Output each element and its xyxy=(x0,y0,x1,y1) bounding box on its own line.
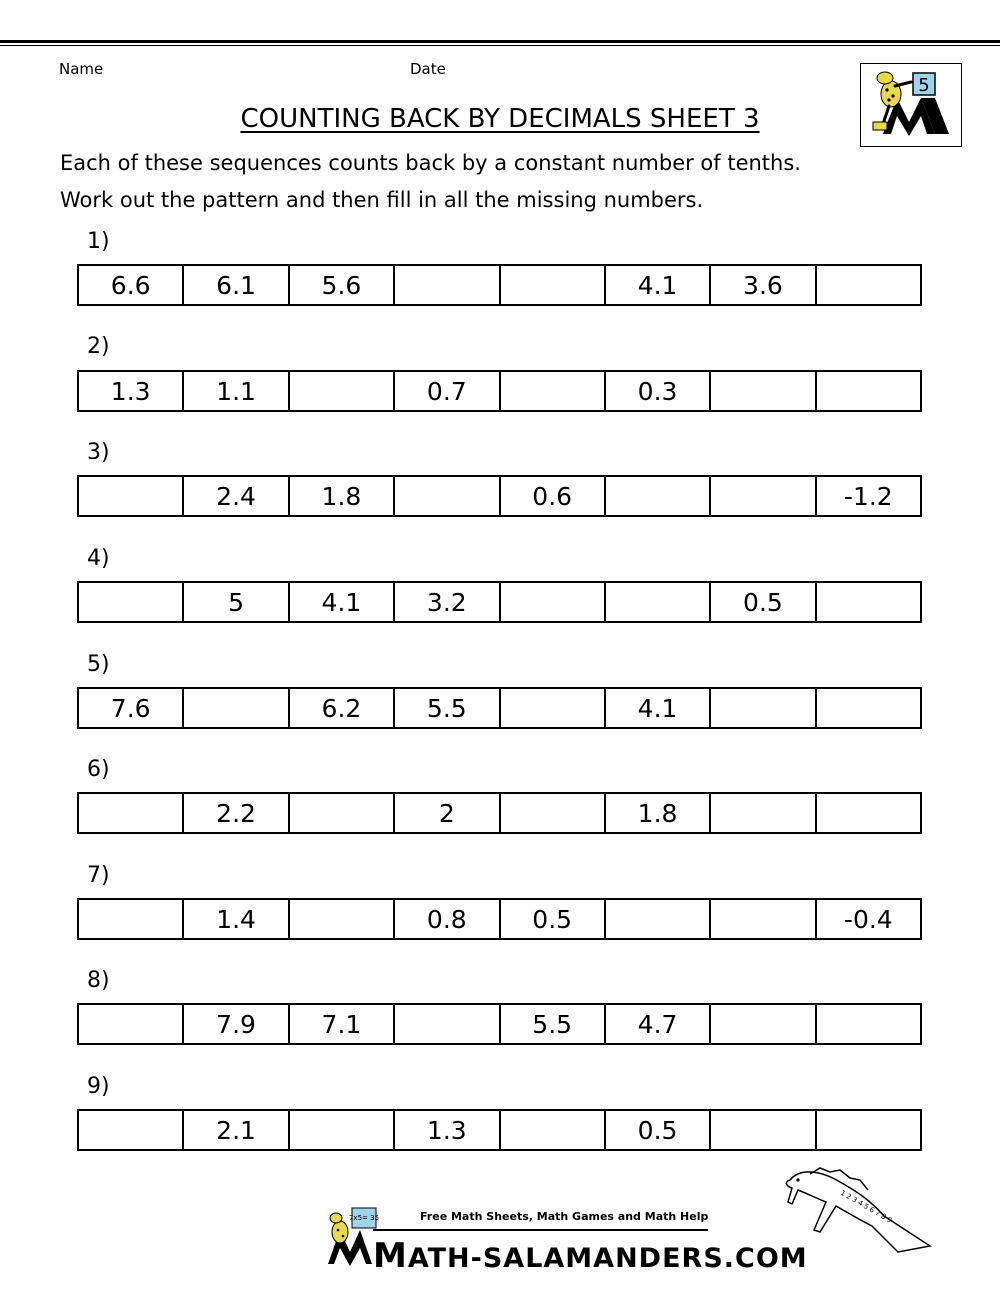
blank-cell[interactable] xyxy=(817,794,920,832)
instruction-line-1: Each of these sequences counts back by a constant number of tenths. xyxy=(60,151,801,175)
blank-cell[interactable] xyxy=(817,372,920,410)
blank-cell[interactable] xyxy=(79,900,184,938)
instruction-line-2: Work out the pattern and then fill in all the missing numbers. xyxy=(60,188,704,212)
sequence-row xyxy=(77,581,922,623)
sequence-cell: 0.6 xyxy=(501,477,606,515)
sequence-cell: 1.8 xyxy=(290,477,395,515)
salamander-digits: 1 2 3 4 5 6 7 8 9 xyxy=(839,1188,894,1225)
blank-cell[interactable] xyxy=(711,900,816,938)
question-number: 2) xyxy=(87,334,110,359)
blank-cell[interactable] xyxy=(711,1111,816,1149)
sequence-row xyxy=(77,792,922,834)
blank-cell[interactable] xyxy=(184,689,289,727)
grade-number: 5 xyxy=(918,75,930,96)
blank-cell[interactable] xyxy=(501,583,606,621)
blank-cell[interactable] xyxy=(817,1005,920,1043)
blank-cell[interactable] xyxy=(79,1111,184,1149)
blank-cell[interactable] xyxy=(817,266,920,304)
blank-cell[interactable] xyxy=(395,1005,500,1043)
blank-cell[interactable] xyxy=(79,477,184,515)
sequence-cell: 6.1 xyxy=(184,266,289,304)
question-number: 4) xyxy=(87,546,110,571)
sequence-cell: 6.2 xyxy=(290,689,395,727)
blank-cell[interactable] xyxy=(395,477,500,515)
question-number: 8) xyxy=(87,968,110,993)
sequence-row xyxy=(77,1003,922,1045)
sequence-row xyxy=(77,370,922,412)
blank-cell[interactable] xyxy=(817,583,920,621)
blank-cell[interactable] xyxy=(711,794,816,832)
sequence-cell: 1.3 xyxy=(79,372,184,410)
blank-cell[interactable] xyxy=(711,477,816,515)
name-label: Name xyxy=(59,60,104,78)
sequence-cell: 2 xyxy=(395,794,500,832)
blank-cell[interactable] xyxy=(606,583,711,621)
blank-cell[interactable] xyxy=(79,794,184,832)
blank-cell[interactable] xyxy=(501,266,606,304)
blank-cell[interactable] xyxy=(290,1111,395,1149)
blank-cell[interactable] xyxy=(395,266,500,304)
sequence-row xyxy=(77,475,922,517)
sequence-cell: 0.3 xyxy=(606,372,711,410)
blank-cell[interactable] xyxy=(711,1005,816,1043)
sequence-cell: 4.1 xyxy=(606,689,711,727)
sequence-cell: 0.5 xyxy=(711,583,816,621)
question-number: 6) xyxy=(87,757,110,782)
blank-cell[interactable] xyxy=(817,1111,920,1149)
blank-cell[interactable] xyxy=(501,372,606,410)
sequence-cell: 1.1 xyxy=(184,372,289,410)
question-number: 5) xyxy=(87,652,110,677)
sequence-cell: 2.1 xyxy=(184,1111,289,1149)
blank-cell[interactable] xyxy=(711,689,816,727)
question-number: 1) xyxy=(87,229,110,254)
salamander-illustration xyxy=(780,1160,940,1264)
blank-cell[interactable] xyxy=(501,1111,606,1149)
footer-divider xyxy=(373,1229,708,1231)
date-label: Date xyxy=(410,60,446,78)
blank-cell[interactable] xyxy=(290,900,395,938)
blank-cell[interactable] xyxy=(290,372,395,410)
sequence-cell: 0.5 xyxy=(606,1111,711,1149)
sequence-row xyxy=(77,898,922,940)
sequence-cell: 7.9 xyxy=(184,1005,289,1043)
blank-cell[interactable] xyxy=(79,583,184,621)
sequence-cell: 2.4 xyxy=(184,477,289,515)
worksheet-title: COUNTING BACK BY DECIMALS SHEET 3 xyxy=(240,104,760,134)
footer-brand: MATH-SALAMANDERS.COM xyxy=(373,1236,808,1276)
sequence-cell: 5.5 xyxy=(501,1005,606,1043)
sequence-cell: 6.6 xyxy=(79,266,184,304)
sequence-cell: 2.2 xyxy=(184,794,289,832)
blank-cell[interactable] xyxy=(711,372,816,410)
sequence-row xyxy=(77,687,922,729)
sequence-row xyxy=(77,1109,922,1151)
footer-tagline: Free Math Sheets, Math Games and Math Help xyxy=(420,1210,709,1223)
sequence-cell: 1.8 xyxy=(606,794,711,832)
sequence-cell: 4.1 xyxy=(290,583,395,621)
top-rule xyxy=(0,40,1000,46)
sequence-cell: 7.1 xyxy=(290,1005,395,1043)
question-number: 7) xyxy=(87,863,110,888)
question-number: 3) xyxy=(87,440,110,465)
logo-sign-text: 7x5= 35 xyxy=(348,1214,380,1222)
sequence-cell: 5.5 xyxy=(395,689,500,727)
blank-cell[interactable] xyxy=(817,689,920,727)
blank-cell[interactable] xyxy=(606,900,711,938)
question-number: 9) xyxy=(87,1074,110,1099)
sequence-cell: 1.4 xyxy=(184,900,289,938)
blank-cell[interactable] xyxy=(606,477,711,515)
sequence-cell: 5.6 xyxy=(290,266,395,304)
salamander-icon xyxy=(780,1160,940,1260)
sequence-cell: 1.3 xyxy=(395,1111,500,1149)
sequence-cell: 7.6 xyxy=(79,689,184,727)
sequence-cell: 5 xyxy=(184,583,289,621)
sequence-cell: -1.2 xyxy=(843,481,893,511)
blank-cell[interactable] xyxy=(501,794,606,832)
blank-cell[interactable] xyxy=(501,689,606,727)
sequence-cell: 0.7 xyxy=(395,372,500,410)
sequence-cell: 3.2 xyxy=(395,583,500,621)
sequence-cell: 3.6 xyxy=(711,266,816,304)
sequence-cell: 0.8 xyxy=(395,900,500,938)
blank-cell[interactable] xyxy=(79,1005,184,1043)
sequence-cell: 4.1 xyxy=(606,266,711,304)
sequence-cell: 0.5 xyxy=(501,900,606,938)
blank-cell[interactable] xyxy=(290,794,395,832)
sequence-cell: -0.4 xyxy=(843,904,893,934)
sequence-row xyxy=(77,264,922,306)
sequence-cell: 4.7 xyxy=(606,1005,711,1043)
